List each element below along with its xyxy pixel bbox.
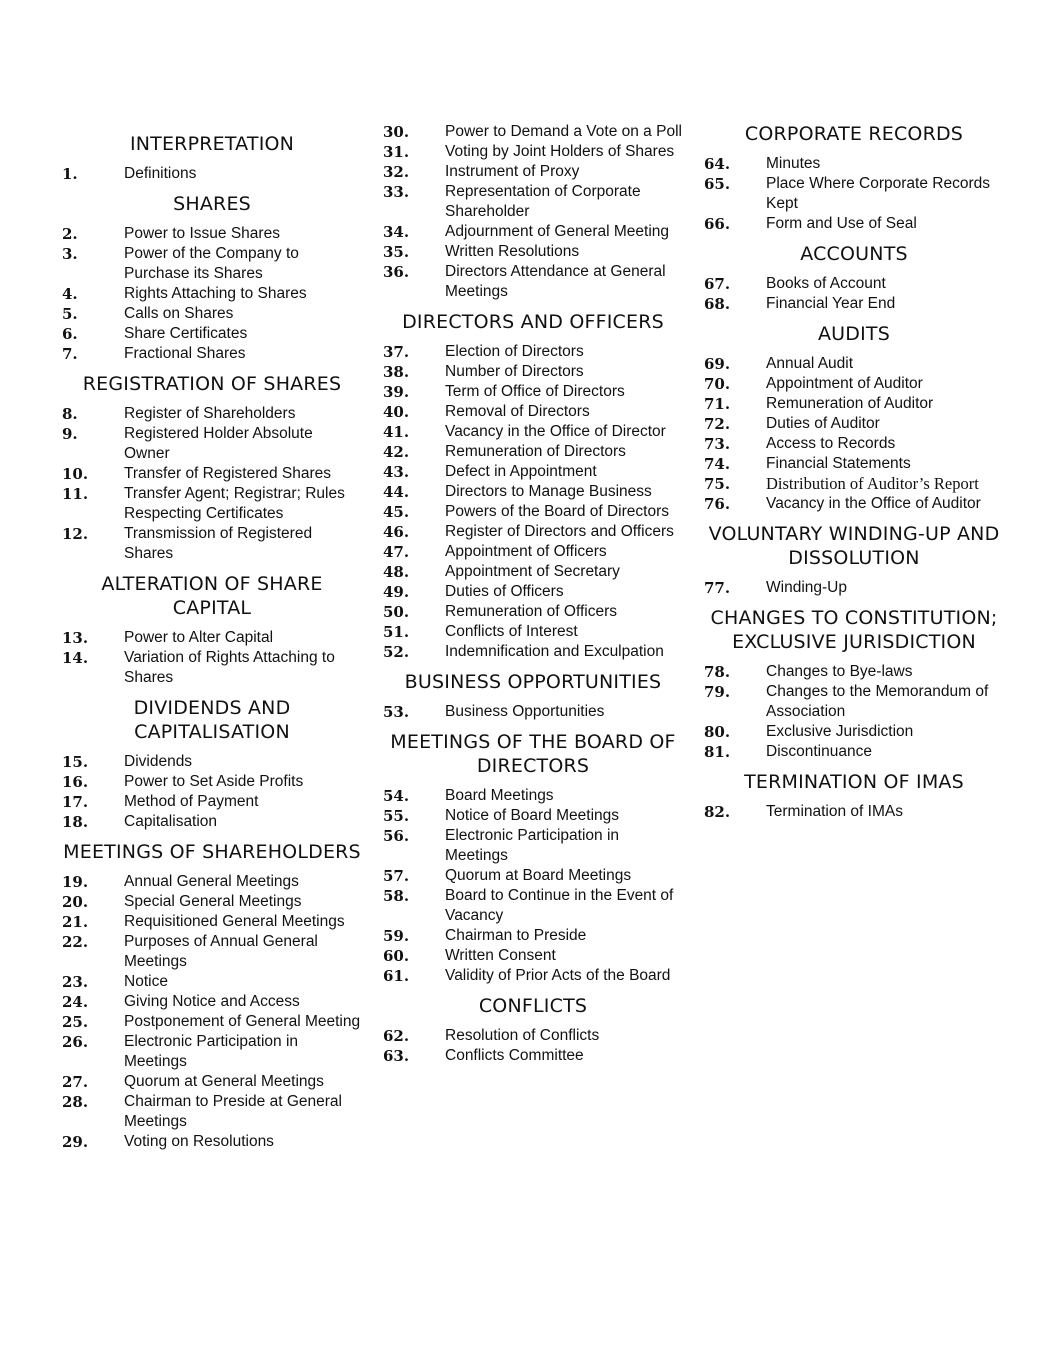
- entry-title: Winding-Up: [766, 579, 847, 596]
- toc-entry: [383, 222, 683, 242]
- toc-entry: [704, 394, 1004, 414]
- entry-number: 47.: [383, 543, 410, 561]
- toc-entry: [383, 886, 683, 926]
- toc-entry: [383, 242, 683, 262]
- toc-entry: [383, 966, 683, 986]
- entry-number: 12.: [62, 525, 89, 543]
- section-heading: MEETINGS OF THE BOARD OF DIRECTORS: [390, 731, 676, 777]
- toc-entry: [383, 622, 683, 642]
- entry-number: 57.: [383, 867, 410, 885]
- toc-entry: [704, 434, 1004, 454]
- entry-title: Directors Attendance at General Meetings: [445, 263, 666, 300]
- toc-entry: [704, 154, 1004, 174]
- toc-entry: [62, 344, 362, 364]
- toc-section: [704, 522, 1004, 598]
- entry-number: 54.: [383, 787, 410, 805]
- toc-entry: [383, 382, 683, 402]
- toc-entry: [704, 802, 1004, 822]
- entry-number: 77.: [704, 579, 731, 597]
- toc-entry: [62, 484, 362, 524]
- entry-number: 60.: [383, 947, 410, 965]
- toc-entry: [62, 404, 362, 424]
- entry-number: 9.: [62, 425, 78, 443]
- toc-entry: [62, 772, 362, 792]
- toc-section: [383, 730, 683, 986]
- toc-entry: [383, 262, 683, 302]
- entry-number: 71.: [704, 395, 731, 413]
- toc-entry: [383, 562, 683, 582]
- toc-entry: [62, 1092, 362, 1132]
- toc-entry: [62, 324, 362, 344]
- entry-title: Financial Statements: [766, 455, 911, 472]
- entry-title: Changes to Bye-laws: [766, 663, 913, 680]
- entry-title: Chairman to Preside: [445, 927, 587, 944]
- entry-number: 74.: [704, 455, 731, 473]
- toc-entry: [383, 442, 683, 462]
- toc-entry: [62, 1012, 362, 1032]
- entry-title: Voting on Resolutions: [124, 1133, 274, 1150]
- toc-entry: [62, 1032, 362, 1072]
- toc-entry: [704, 454, 1004, 474]
- entry-number: 55.: [383, 807, 410, 825]
- toc-entry: [383, 462, 683, 482]
- entry-title: Share Certificates: [124, 325, 248, 342]
- section-heading: VOLUNTARY WINDING-UP AND DISSOLUTION: [708, 523, 1000, 569]
- section-heading: INTERPRETATION: [129, 133, 295, 155]
- entry-title: Indemnification and Exculpation: [445, 643, 664, 660]
- entry-number: 19.: [62, 873, 89, 891]
- entry-title: Directors to Manage Business: [445, 483, 652, 500]
- entry-number: 79.: [704, 683, 731, 701]
- entry-title: Distribution of Auditor’s Report: [766, 474, 979, 493]
- toc-entry: [62, 628, 362, 648]
- entry-title: Power to Demand a Vote on a Poll: [445, 123, 682, 140]
- toc-entry: [62, 752, 362, 772]
- entry-number: 58.: [383, 887, 410, 905]
- entry-title: Exclusive Jurisdiction: [766, 723, 914, 740]
- entry-number: 17.: [62, 793, 89, 811]
- toc-section: [704, 606, 1004, 762]
- toc-entry: [383, 1026, 683, 1046]
- entry-number: 6.: [62, 325, 78, 343]
- entry-number: 11.: [62, 485, 89, 503]
- entry-title: Term of Office of Directors: [445, 383, 625, 400]
- entry-number: 82.: [704, 803, 731, 821]
- toc-entry: [62, 992, 362, 1012]
- entry-number: 18.: [62, 813, 89, 831]
- entry-number: 24.: [62, 993, 89, 1011]
- entry-title: Changes to the Memorandum of Association: [766, 683, 989, 720]
- entry-number: 43.: [383, 463, 410, 481]
- entry-title: Annual General Meetings: [124, 873, 299, 890]
- toc-entry: [383, 122, 683, 142]
- entry-title: Resolution of Conflicts: [445, 1027, 600, 1044]
- entry-number: 13.: [62, 629, 89, 647]
- entry-number: 33.: [383, 183, 410, 201]
- entry-title: Vacancy in the Office of Director: [445, 423, 666, 440]
- toc-column-3: [704, 122, 1004, 830]
- toc-entry: [704, 174, 1004, 214]
- entry-title: Board to Continue in the Event of Vacancy: [445, 887, 674, 924]
- entry-title: Duties of Officers: [445, 583, 564, 600]
- entry-number: 21.: [62, 913, 89, 931]
- toc-entry: [383, 162, 683, 182]
- entry-number: 2.: [62, 225, 78, 243]
- entry-number: 38.: [383, 363, 410, 381]
- toc-section: [383, 670, 683, 722]
- section-heading: CONFLICTS: [478, 995, 588, 1017]
- entry-title: Voting by Joint Holders of Shares: [445, 143, 675, 160]
- entry-number: 28.: [62, 1093, 89, 1111]
- entry-number: 16.: [62, 773, 89, 791]
- entry-title: Variation of Rights Attaching to Shares: [124, 649, 335, 686]
- toc-entry: [62, 284, 362, 304]
- entry-title: Remuneration of Auditor: [766, 395, 934, 412]
- entry-title: Capitalisation: [124, 813, 218, 830]
- toc-entry: [383, 926, 683, 946]
- entry-title: Place Where Corporate Records Kept: [766, 175, 990, 212]
- entry-number: 53.: [383, 703, 410, 721]
- entry-number: 42.: [383, 443, 410, 461]
- toc-entry: [62, 648, 362, 688]
- entry-title: Business Opportunities: [445, 703, 605, 720]
- entry-title: Defect in Appointment: [445, 463, 597, 480]
- entry-title: Transmission of Registered Shares: [124, 525, 313, 562]
- entry-title: Removal of Directors: [445, 403, 590, 420]
- entry-number: 65.: [704, 175, 731, 193]
- entry-number: 80.: [704, 723, 731, 741]
- toc-entry: [383, 786, 683, 806]
- toc-section: [383, 994, 683, 1066]
- entry-title: Discontinuance: [766, 743, 872, 760]
- entry-number: 39.: [383, 383, 410, 401]
- section-heading: CORPORATE RECORDS: [744, 123, 964, 145]
- toc-section: [704, 122, 1004, 234]
- toc-section: [62, 372, 362, 564]
- section-heading: ACCOUNTS: [800, 243, 908, 265]
- entry-title: Purposes of Annual General Meetings: [124, 933, 318, 970]
- toc-entry: [704, 578, 1004, 598]
- toc-entry: [383, 602, 683, 622]
- entry-title: Form and Use of Seal: [766, 215, 917, 232]
- toc-section: [383, 122, 683, 302]
- entry-title: Calls on Shares: [124, 305, 234, 322]
- toc-entry: [383, 946, 683, 966]
- entry-title: Notice of Board Meetings: [445, 807, 620, 824]
- entry-number: 72.: [704, 415, 731, 433]
- entry-title: Conflicts of Interest: [445, 623, 578, 640]
- entry-title: Registered Holder Absolute Owner: [124, 425, 313, 462]
- entry-number: 41.: [383, 423, 410, 441]
- toc-entry: [383, 806, 683, 826]
- toc-entry: [62, 464, 362, 484]
- entry-number: 36.: [383, 263, 410, 281]
- toc-entry: [704, 374, 1004, 394]
- entry-number: 26.: [62, 1033, 89, 1051]
- toc-entry: [383, 402, 683, 422]
- entry-number: 70.: [704, 375, 731, 393]
- entry-number: 51.: [383, 623, 410, 641]
- entry-title: Definitions: [124, 165, 197, 182]
- entry-number: 20.: [62, 893, 89, 911]
- entry-title: Number of Directors: [445, 363, 584, 380]
- toc-entry: [704, 682, 1004, 722]
- entry-title: Financial Year End: [766, 295, 896, 312]
- entry-title: Fractional Shares: [124, 345, 246, 362]
- entry-number: 8.: [62, 405, 78, 423]
- toc-entry: [704, 354, 1004, 374]
- toc-entry: [704, 274, 1004, 294]
- entry-title: Instrument of Proxy: [445, 163, 580, 180]
- toc-entry: [704, 742, 1004, 762]
- entry-number: 5.: [62, 305, 78, 323]
- toc-entry: [704, 414, 1004, 434]
- entry-title: Chairman to Preside at General Meetings: [124, 1093, 342, 1130]
- entry-number: 32.: [383, 163, 410, 181]
- toc-entry: [62, 972, 362, 992]
- entry-number: 10.: [62, 465, 89, 483]
- toc-entry: [383, 702, 683, 722]
- entry-title: Transfer Agent; Registrar; Rules Respecting Certificates: [124, 485, 345, 522]
- section-heading: TERMINATION OF IMAS: [744, 771, 964, 793]
- toc-section: [704, 770, 1004, 822]
- entry-number: 56.: [383, 827, 410, 845]
- entry-title: Board Meetings: [445, 787, 554, 804]
- entry-title: Register of Shareholders: [124, 405, 296, 422]
- entry-title: Written Resolutions: [445, 243, 580, 260]
- entry-title: Annual Audit: [766, 355, 854, 372]
- section-heading: REGISTRATION OF SHARES: [82, 373, 342, 395]
- toc-column-2: [383, 122, 683, 1074]
- entry-number: 48.: [383, 563, 410, 581]
- toc-entry: [383, 582, 683, 602]
- toc-entry: [383, 542, 683, 562]
- toc-section: [704, 242, 1004, 314]
- entry-number: 75.: [704, 475, 731, 493]
- entry-title: Written Consent: [445, 947, 556, 964]
- toc-entry: [383, 142, 683, 162]
- toc-entry: [383, 826, 683, 866]
- toc-section: [62, 192, 362, 364]
- entry-number: 59.: [383, 927, 410, 945]
- entry-title: Remuneration of Directors: [445, 443, 626, 460]
- entry-title: Appointment of Auditor: [766, 375, 923, 392]
- toc-entry: [383, 866, 683, 886]
- entry-number: 50.: [383, 603, 410, 621]
- toc-section: [62, 696, 362, 832]
- entry-number: 29.: [62, 1133, 89, 1151]
- entry-title: Adjournment of General Meeting: [445, 223, 670, 240]
- toc-section: [383, 310, 683, 662]
- toc-entry: [704, 474, 1004, 494]
- entry-title: Quorum at General Meetings: [124, 1073, 324, 1090]
- entry-number: 3.: [62, 245, 78, 263]
- entry-number: 25.: [62, 1013, 89, 1031]
- toc-entry: [704, 662, 1004, 682]
- toc-entry: [383, 422, 683, 442]
- entry-title: Books of Account: [766, 275, 886, 292]
- section-heading: MEETINGS OF SHAREHOLDERS: [63, 841, 361, 863]
- section-heading: CHANGES TO CONSTITUTION; EXCLUSIVE JURISDICTION: [710, 607, 998, 653]
- entry-number: 66.: [704, 215, 731, 233]
- entry-number: 35.: [383, 243, 410, 261]
- toc-entry: [704, 294, 1004, 314]
- entry-number: 68.: [704, 295, 731, 313]
- toc-entry: [383, 1046, 683, 1066]
- entry-title: Minutes: [766, 155, 821, 172]
- toc-section: [62, 132, 362, 184]
- entry-title: Appointment of Officers: [445, 543, 607, 560]
- entry-number: 76.: [704, 495, 731, 513]
- entry-number: 49.: [383, 583, 410, 601]
- toc-entry: [383, 502, 683, 522]
- toc-entry: [62, 932, 362, 972]
- entry-number: 67.: [704, 275, 731, 293]
- entry-title: Duties of Auditor: [766, 415, 880, 432]
- entry-number: 23.: [62, 973, 89, 991]
- entry-title: Dividends: [124, 753, 193, 770]
- entry-title: Special General Meetings: [124, 893, 302, 910]
- entry-title: Rights Attaching to Shares: [124, 285, 307, 302]
- entry-number: 52.: [383, 643, 410, 661]
- entry-title: Appointment of Secretary: [445, 563, 620, 580]
- toc-entry: [704, 722, 1004, 742]
- entry-number: 14.: [62, 649, 89, 667]
- entry-number: 62.: [383, 1027, 410, 1045]
- toc-entry: [383, 182, 683, 222]
- entry-number: 15.: [62, 753, 89, 771]
- entry-number: 4.: [62, 285, 78, 303]
- entry-number: 61.: [383, 967, 410, 985]
- entry-title: Power to Alter Capital: [124, 629, 274, 646]
- toc-entry: [62, 1132, 362, 1152]
- entry-title: Giving Notice and Access: [124, 993, 300, 1010]
- entry-number: 30.: [383, 123, 410, 141]
- entry-number: 81.: [704, 743, 731, 761]
- toc-section: [704, 322, 1004, 514]
- toc-entry: [704, 214, 1004, 234]
- entry-number: 44.: [383, 483, 410, 501]
- entry-number: 73.: [704, 435, 731, 453]
- toc-entry: [62, 892, 362, 912]
- entry-number: 46.: [383, 523, 410, 541]
- toc-section: [62, 572, 362, 688]
- toc-entry: [62, 524, 362, 564]
- toc-entry: [62, 872, 362, 892]
- entry-title: Quorum at Board Meetings: [445, 867, 632, 884]
- toc-entry: [383, 342, 683, 362]
- entry-number: 78.: [704, 663, 731, 681]
- entry-number: 34.: [383, 223, 410, 241]
- toc-entry: [704, 494, 1004, 514]
- entry-title: Election of Directors: [445, 343, 584, 360]
- toc-entry: [383, 362, 683, 382]
- entry-number: 40.: [383, 403, 410, 421]
- entry-title: Transfer of Registered Shares: [124, 465, 332, 482]
- toc-entry: [383, 482, 683, 502]
- entry-title: Power to Issue Shares: [124, 225, 280, 242]
- section-heading: AUDITS: [817, 323, 890, 345]
- entry-number: 37.: [383, 343, 410, 361]
- section-heading: DIRECTORS AND OFFICERS: [402, 311, 664, 333]
- entry-title: Powers of the Board of Directors: [445, 503, 669, 520]
- toc-column-1: [62, 122, 362, 1160]
- toc-entry: [62, 812, 362, 832]
- toc-section: [62, 840, 362, 1152]
- section-heading: BUSINESS OPPORTUNITIES: [404, 671, 662, 693]
- entry-number: 27.: [62, 1073, 89, 1091]
- toc-entry: [62, 424, 362, 464]
- toc-entry: [383, 642, 683, 662]
- entry-number: 7.: [62, 345, 78, 363]
- entry-title: Electronic Participation in Meetings: [124, 1033, 299, 1070]
- entry-title: Register of Directors and Officers: [445, 523, 674, 540]
- toc-entry: [62, 912, 362, 932]
- entry-title: Conflicts Committee: [445, 1047, 584, 1064]
- entry-number: 31.: [383, 143, 410, 161]
- toc-entry: [62, 164, 362, 184]
- toc-entry: [62, 1072, 362, 1092]
- section-heading: DIVIDENDS AND CAPITALISATION: [133, 697, 291, 743]
- toc-entry: [62, 244, 362, 284]
- entry-title: Termination of IMAs: [766, 803, 903, 820]
- entry-title: Power of the Company to Purchase its Shares: [124, 245, 299, 282]
- entry-title: Remuneration of Officers: [445, 603, 618, 620]
- entry-title: Electronic Participation in Meetings: [445, 827, 620, 864]
- toc-entry: [62, 224, 362, 244]
- section-heading: SHARES: [173, 193, 251, 215]
- entry-title: Postponement of General Meeting: [124, 1013, 361, 1030]
- section-heading: ALTERATION OF SHARE CAPITAL: [101, 573, 323, 619]
- entry-number: 69.: [704, 355, 731, 373]
- entry-number: 64.: [704, 155, 731, 173]
- toc-entry: [62, 304, 362, 324]
- entry-number: 1.: [62, 165, 78, 183]
- entry-title: Access to Records: [766, 435, 896, 452]
- entry-title: Power to Set Aside Profits: [124, 773, 304, 790]
- entry-title: Vacancy in the Office of Auditor: [766, 495, 981, 512]
- toc-entry: [383, 522, 683, 542]
- entry-title: Requisitioned General Meetings: [124, 913, 345, 930]
- toc-entry: [62, 792, 362, 812]
- entry-title: Method of Payment: [124, 793, 259, 810]
- entry-number: 22.: [62, 933, 89, 951]
- entry-number: 45.: [383, 503, 410, 521]
- entry-title: Representation of Corporate Shareholder: [445, 183, 641, 220]
- entry-title: Validity of Prior Acts of the Board: [445, 967, 671, 984]
- entry-title: Notice: [124, 973, 168, 990]
- entry-number: 63.: [383, 1047, 410, 1065]
